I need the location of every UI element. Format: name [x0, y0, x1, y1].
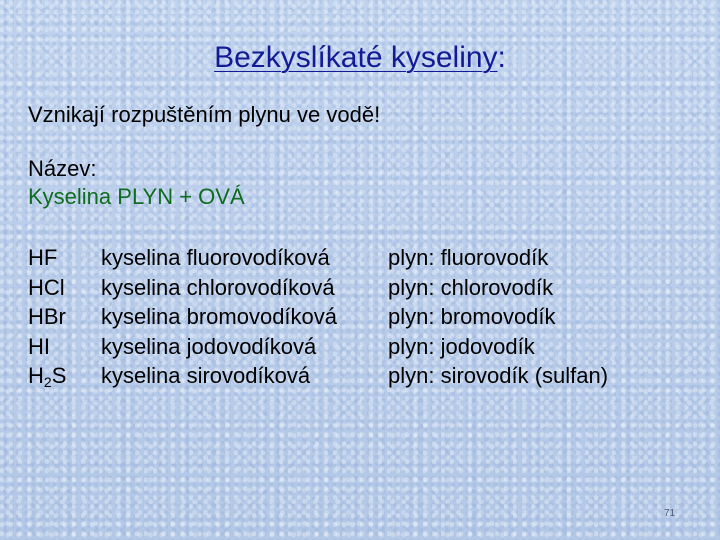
formula-h2s-tail: S: [51, 363, 67, 388]
gas-name: plyn: chlorovodík: [388, 274, 554, 300]
naming-label: Název:: [28, 156, 97, 181]
formula-h2s-sub: 2: [43, 374, 52, 390]
gas-column: [388, 243, 608, 391]
slide-title: [0, 38, 720, 78]
formula-hcl: HCl: [28, 274, 65, 300]
acid-column: [101, 243, 337, 391]
acid-name: kyselina chlorovodíková: [101, 274, 335, 300]
title-colon: :: [497, 41, 506, 74]
slide-title-link[interactable]: Bezkyslíkaté kyseliny: [214, 41, 498, 74]
formula-h2s: [28, 361, 66, 391]
acid-name: kyselina jodovodíková: [101, 333, 317, 359]
formula-hf: HF: [28, 245, 58, 270]
acid-name: kyselina sirovodíková: [101, 363, 311, 388]
gas-name: plyn: bromovodík: [388, 304, 556, 329]
naming-rule: Kyselina PLYN + OVÁ: [28, 184, 245, 209]
formula-hbr: HBr: [28, 304, 66, 329]
formula-h2s-main: H: [28, 363, 44, 388]
formula-hi: HI: [28, 333, 50, 359]
page-number: 71: [664, 508, 676, 519]
formula-column: [28, 243, 66, 391]
subtitle: Vznikají rozpuštěním plynu ve vodě!: [28, 102, 381, 127]
gas-name: plyn: sirovodík (sulfan): [388, 363, 609, 388]
acid-name: kyselina bromovodíková: [101, 304, 338, 329]
gas-name: plyn: jodovodík: [388, 333, 535, 359]
gas-name: plyn: fluorovodík: [388, 245, 549, 270]
acid-name: kyselina fluorovodíková: [101, 245, 330, 270]
